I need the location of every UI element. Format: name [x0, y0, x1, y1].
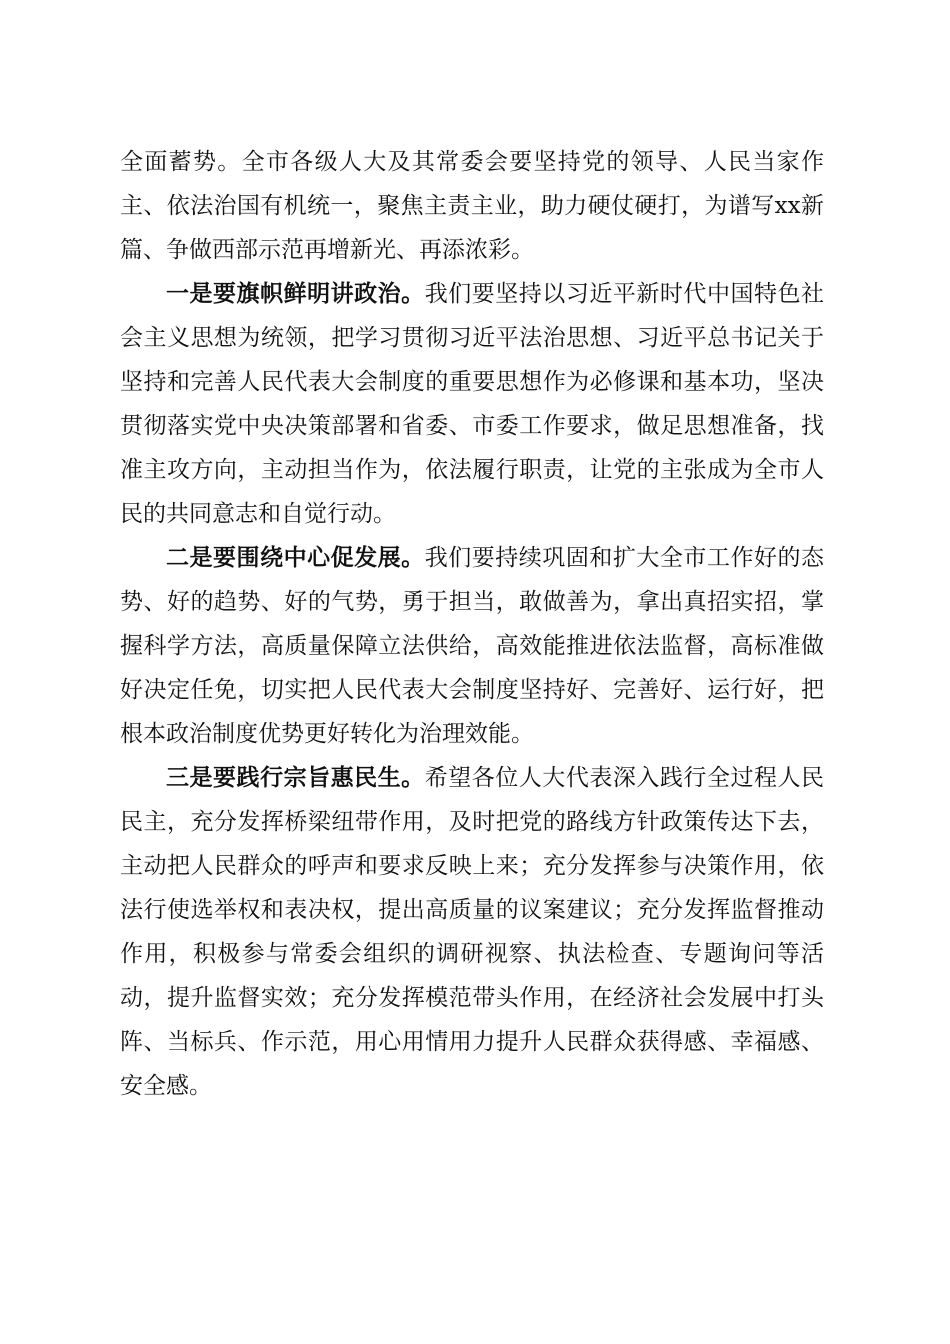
paragraph-text: 希望各位人大代表深入践行全过程人民民主，充分发挥桥梁纽带作用，及时把党的路线方针政策传达下去，主动把人民群众的呼声和要求反映上来；充分发挥参与决策作用，依法行使选举权和表决权，提出高质量的议案建议；充分发挥监督推动作用，积极参与常委会组织的调研视察、执法检查、专题询问等活动，提升监督实效；充分发挥模范带头作用，在经济社会发展中打头阵、当标兵、作示范，用心用情用力提升人民群众获得感、幸福感、安全感。: [120, 765, 825, 1099]
paragraph-politics: [120, 272, 824, 536]
paragraph-heading: 三是要践行宗旨惠民生。: [166, 764, 425, 791]
paragraph-text: 全面蓄势。全市各级人大及其常委会要坚持党的领导、人民当家作主、依法治国有机统一，聚焦主责主业，助力硬仗硬打，为谱写xx新篇、争做西部示范再增新光、再添浓彩。: [120, 149, 824, 263]
paragraph-heading: 二是要围绕中心促发展。: [166, 544, 425, 571]
paragraph-heading: 一是要旗帜鲜明讲政治。: [166, 280, 425, 307]
paragraph-continuation: [120, 140, 824, 272]
paragraph-text: 我们要持续巩固和扩大全市工作好的态势、好的趋势、好的气势，勇于担当，敢做善为，拿出真招实招，掌握科学方法，高质量保障立法供给，高效能推进依法监督，高标准做好决定任免，切实把人民代表大会制度坚持好、完善好、运行好，把根本政治制度优势更好转化为治理效能。: [120, 545, 825, 747]
paragraph-livelihood: [120, 756, 824, 1108]
document-body: [120, 140, 824, 1108]
paragraph-development: [120, 536, 824, 756]
paragraph-text: 我们要坚持以习近平新时代中国特色社会主义思想为统领，把学习贯彻习近平法治思想、习近平总书记关于坚持和完善人民代表大会制度的重要思想作为必修课和基本功，坚决贯彻落实党中央决策部署和省委、市委工作要求，做足思想准备，找准主攻方向，主动担当作为，依法履行职责，让党的主张成为全市人民的共同意志和自觉行动。: [120, 281, 825, 527]
